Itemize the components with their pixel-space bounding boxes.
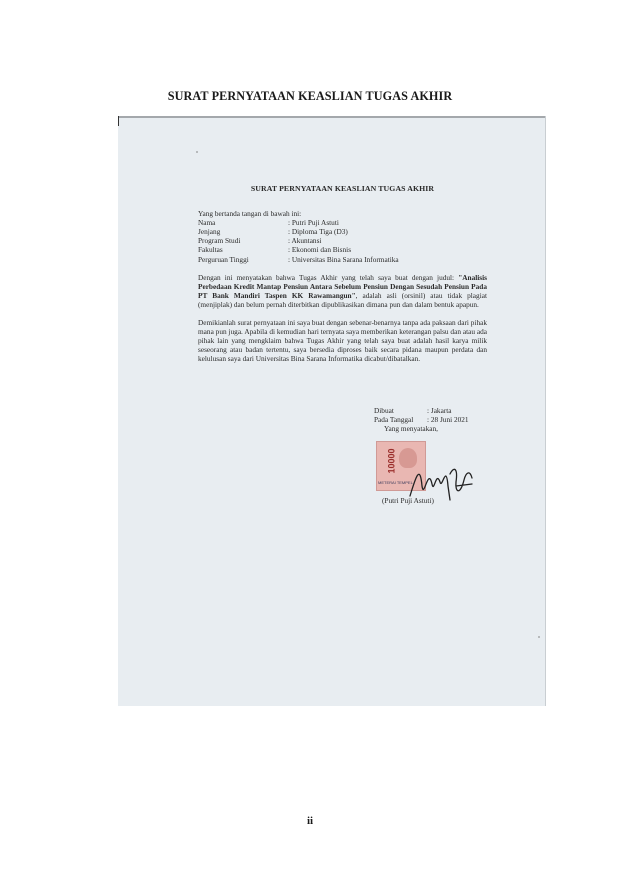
thesis-title: "Analisis Perbedaan Kredit Mantap Pensiun Antara Sebelum Pensiun Dengan Sesudah Pensiun Pada PT Bank Mandiri Taspen KK Rawamangun"	[198, 272, 487, 300]
scan-edge-left	[118, 116, 119, 126]
declaration-rest: , adalah asli (orsinil) atau tidak plagiat (menjiplak) dan belum pernah diterbitkan dipublikasikan dimana pun dan dalam bentuk apapun.	[198, 290, 487, 309]
sign-statement: Yang menyatakan,	[384, 424, 438, 434]
stamp-text: METERAI TEMPEL	[378, 480, 413, 485]
field-value: : Universitas Bina Sarana Informatika	[288, 254, 399, 264]
field-label: Program Studi	[198, 236, 241, 246]
declaration-paragraph	[198, 273, 487, 309]
field-row-name	[198, 218, 487, 227]
field-label: Fakultas	[198, 245, 223, 255]
field-row-faculty	[198, 245, 487, 254]
statement-title: SURAT PERNYATAAN KEASLIAN TUGAS AKHIR	[250, 184, 435, 193]
field-value: : Ekonomi dan Bisnis	[288, 245, 352, 255]
declaration-lead: Dengan ini menyatakan bahwa Tugas Akhir yang telah saya buat dengan judul:	[198, 272, 455, 282]
scan-edge-top	[118, 116, 546, 118]
scan-speck	[196, 151, 198, 153]
sign-place-label: Dibuat	[374, 406, 394, 415]
sign-place-row	[374, 406, 469, 415]
sign-date-label: Pada Tanggal	[374, 415, 414, 425]
field-label: Nama	[198, 218, 216, 228]
field-row-university	[198, 255, 487, 264]
page-heading: SURAT PERNYATAAN KEASLIAN TUGAS AKHIR	[167, 89, 453, 103]
field-row-level	[198, 227, 487, 236]
intro-line: Yang bertanda tangan di bawah ini:	[198, 209, 302, 219]
statement-body	[198, 184, 487, 364]
stamp-value: 10000	[386, 448, 397, 474]
field-row-program	[198, 236, 487, 245]
field-value: : Akuntansi	[288, 236, 322, 246]
field-label: Perguruan Tinggi	[198, 254, 249, 264]
scan-speck	[538, 636, 540, 638]
field-value: : Diploma Tiga (D3)	[288, 227, 348, 237]
signer-name: (Putri Puji Astuti)	[382, 496, 434, 505]
sign-date-row	[374, 415, 469, 424]
field-value: : Putri Puji Astuti	[288, 218, 339, 228]
sign-date-value: : 28 Juni 2021	[427, 415, 469, 425]
page-number: ii	[306, 815, 314, 827]
consequence-paragraph: Demikianlah surat pernyataan ini saya buat dengan sebenar-benarnya tanpa ada paksaan dari pihak mana pun juga. Apabila di kemudian hari ternyata saya memberikan keterangan palsu dan atau ada pihak lain yang mengklaim bahwa Tugas Akhir yang telah saya buat adalah hasil karya milik seseorang atau badan tertentu, saya bersedia diproses baik secara pidana maupun perdata dan kelulusan saya dari Universitas Bina Sarana Informatika dicabut/dibatalkan.	[198, 318, 487, 364]
field-label: Jenjang	[198, 227, 221, 237]
sign-place-value: : Jakarta	[427, 406, 452, 415]
signature-block	[374, 406, 469, 433]
scan-edge-right	[545, 116, 546, 706]
scanned-statement-image	[118, 116, 546, 706]
